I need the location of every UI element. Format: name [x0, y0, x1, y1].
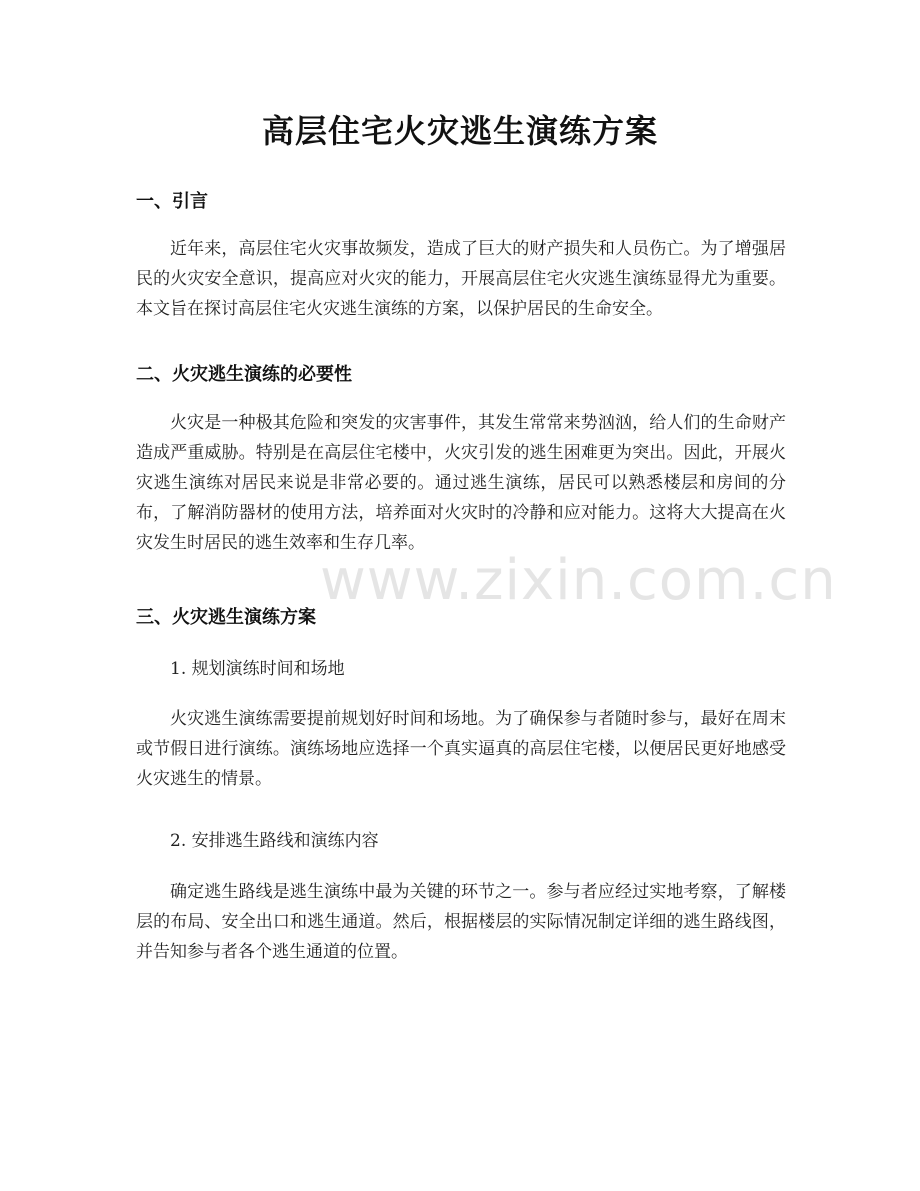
- subsection-paragraph-schedule: 火灾逃生演练需要提前规划好时间和场地。为了确保参与者随时参与，最好在周末或节假日进行演练。演练场地应选择一个真实逼真的高层住宅楼，以便居民更好地感受火灾逃生的情景。: [136, 709, 786, 789]
- section-heading-intro: 一、引言: [136, 191, 208, 212]
- subsection-heading-routes: 2. 安排逃生路线和演练内容: [170, 831, 379, 851]
- section-heading-plan: 三、火灾逃生演练方案: [136, 607, 316, 628]
- section-paragraph-necessity: 火灾是一种极其危险和突发的灾害事件，其发生常常来势汹汹，给人们的生命财产造成严重威胁。特别是在高层住宅楼中，火灾引发的逃生困难更为突出。因此，开展火灾逃生演练对居民来说是非常必要的。通过逃生演练，居民可以熟悉楼层和房间的分布，了解消防器材的使用方法，培养面对火灾时的冷静和应对能力。这将大大提高在火灾发生时居民的逃生效率和生存几率。: [136, 413, 786, 553]
- subsection-paragraph-routes: 确定逃生路线是逃生演练中最为关键的环节之一。参与者应经过实地考察，了解楼层的布局、安全出口和逃生通道。然后，根据楼层的实际情况制定详细的逃生路线图，并告知参与者各个逃生通道的位置。: [136, 882, 786, 962]
- subsection-heading-schedule: 1. 规划演练时间和场地: [170, 659, 345, 679]
- section-paragraph-intro: 近年来，高层住宅火灾事故频发，造成了巨大的财产损失和人员伤亡。为了增强居民的火灾安全意识，提高应对火灾的能力，开展高层住宅火灾逃生演练显得尤为重要。本文旨在探讨高层住宅火灾逃生演练的方案，以保护居民的生命安全。: [136, 239, 786, 319]
- page-title: 高层住宅火灾逃生演练方案: [261, 112, 658, 150]
- section-heading-necessity: 二、火灾逃生演练的必要性: [136, 364, 352, 385]
- watermark: www.zixin.com.cn: [320, 548, 837, 613]
